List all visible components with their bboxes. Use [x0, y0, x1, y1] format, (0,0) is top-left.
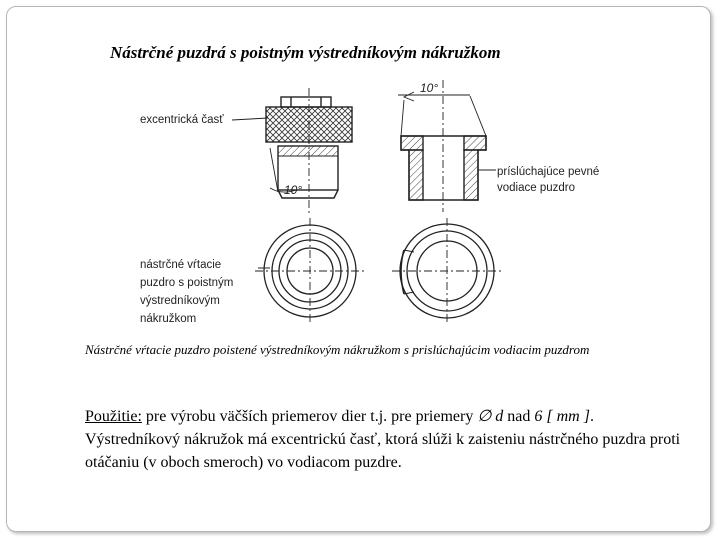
fixed-sleeve-callout: [478, 166, 599, 194]
slip-bush-side-view: [266, 88, 352, 215]
slide-title: Nástrčné puzdrá s poistným výstredníkovým nákružkom: [110, 43, 501, 62]
slip-bush-label-line1: nástrčné vŕtacie: [140, 259, 222, 271]
slip-bush-label-line2: puzdro s poistným: [140, 277, 234, 289]
slip-bush-label-line3: výstredníkovým: [140, 295, 220, 307]
usage-label: Použitie:: [85, 408, 142, 425]
fixed-sleeve-label-line1: príslúchajúce pevné: [497, 166, 600, 178]
usage-paragraph: [85, 405, 685, 474]
angle-top-label: 10°: [420, 81, 439, 95]
fixed-guide-bush-section: [398, 80, 486, 212]
usage-text-part2: nad: [503, 408, 535, 425]
slip-bush-top-view: [255, 218, 365, 324]
excentric-part-callout: [140, 114, 268, 126]
excentric-part-label: excentrická časť: [140, 114, 224, 126]
guide-bush-top-view: [392, 218, 502, 324]
diameter-symbol: ∅ d: [477, 408, 504, 425]
diameter-range: 6 [ mm ]: [534, 408, 590, 425]
usage-text-part1: pre výrobu väčších priemerov dier t.j. pre priemery: [141, 408, 478, 425]
slip-bush-callout: [140, 259, 270, 325]
fixed-sleeve-label-line2: vodiace puzdro: [497, 182, 575, 194]
figure-caption: Nástrčné vŕtacie puzdro poistené výstredníkovým nákružkom s prislúchajúcim vodiacim puzdrom: [85, 342, 590, 357]
usage-text-part3: . Výstredníkový nákružok má excentrickú časť, ktorá slúži k zaisteniu nástrčného puzdra proti otáčaniu (v oboch smeroch) vo vodiacom puzdre.: [85, 408, 681, 471]
slip-bush-label-line4: nákružkom: [140, 313, 197, 325]
angle-left-label: 10°: [284, 183, 303, 197]
